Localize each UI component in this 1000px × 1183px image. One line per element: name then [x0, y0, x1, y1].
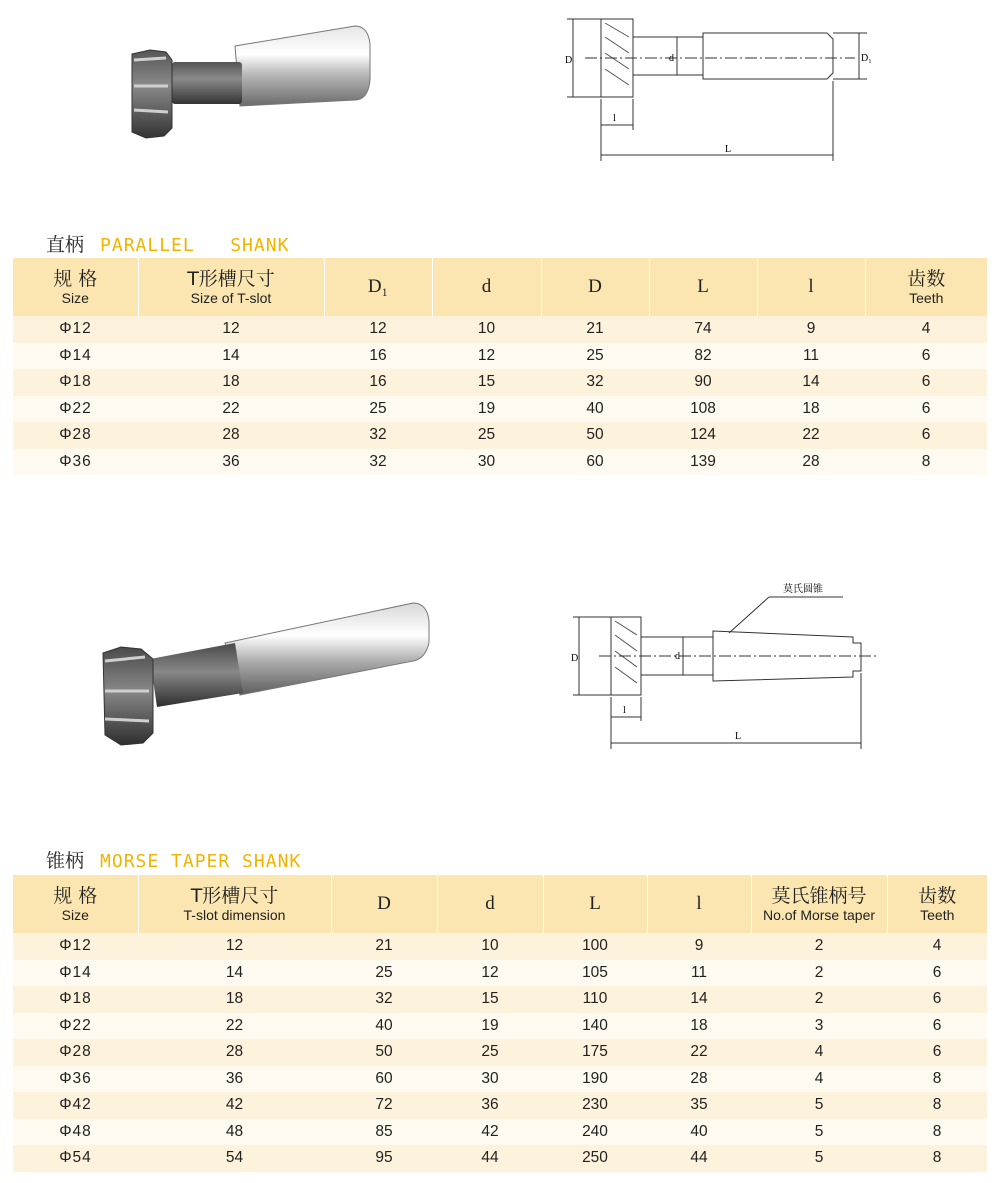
morse-cell: 28 [138, 1039, 331, 1066]
morse-cell: 110 [543, 986, 647, 1013]
parallel-title-zh: 直柄 [46, 234, 85, 256]
morse-header-0 [13, 875, 138, 933]
morse-header-4-main: L [589, 893, 601, 914]
morse-cell: 2 [751, 986, 887, 1013]
parallel-header-1 [138, 258, 324, 316]
morse-cell: 2 [751, 933, 887, 960]
parallel-cell: 82 [649, 343, 757, 370]
morse-cell: 35 [647, 1092, 751, 1119]
parallel-header-0-sub: Size [61, 290, 89, 306]
table-row [13, 396, 987, 423]
morse-cell: 190 [543, 1066, 647, 1093]
morse-header-0-sub: Size [61, 907, 89, 923]
parallel-cell: 90 [649, 369, 757, 396]
morse-cell: 28 [647, 1066, 751, 1093]
parallel-header-0 [13, 258, 138, 316]
parallel-header-2 [324, 258, 432, 316]
morse-cell: 12 [437, 960, 543, 987]
parallel-header-7 [865, 258, 987, 316]
morse-cell: 21 [331, 933, 437, 960]
parallel-drawing-label-l: l [613, 113, 616, 124]
morse-cell: 30 [437, 1066, 543, 1093]
parallel-header-0-main: 规 格 [53, 268, 98, 290]
parallel-cell: 124 [649, 422, 757, 449]
parallel-cell: 25 [541, 343, 649, 370]
parallel-cell: 74 [649, 316, 757, 343]
morse-header-3 [437, 875, 543, 933]
morse-cell: 105 [543, 960, 647, 987]
morse-cell: 4 [751, 1039, 887, 1066]
parallel-cell: 22 [138, 396, 324, 423]
parallel-cell: 25 [324, 396, 432, 423]
morse-cell: 85 [331, 1119, 437, 1146]
parallel-cell: Φ22 [13, 396, 138, 423]
table-row [13, 1066, 987, 1093]
morse-cell: 15 [437, 986, 543, 1013]
morse-cell: 6 [887, 960, 987, 987]
morse-cell: 6 [887, 1039, 987, 1066]
table-row [13, 343, 987, 370]
parallel-cell: 12 [324, 316, 432, 343]
morse-header-1-main: T形槽尺寸 [190, 885, 279, 907]
morse-cell: Φ36 [13, 1066, 138, 1093]
parallel-cell: Φ18 [13, 369, 138, 396]
table-row [13, 1145, 987, 1172]
parallel-drawing-label-D: D [565, 55, 573, 66]
morse-cell: 8 [887, 1092, 987, 1119]
morse-drawing-label-d: d [675, 651, 680, 662]
parallel-cell: 16 [324, 343, 432, 370]
morse-cell: 230 [543, 1092, 647, 1119]
parallel-cell: 12 [138, 316, 324, 343]
morse-cell: Φ18 [13, 986, 138, 1013]
parallel-cell: 6 [865, 422, 987, 449]
parallel-cell: 18 [757, 396, 865, 423]
parallel-cell: 32 [541, 369, 649, 396]
morse-cell: 36 [437, 1092, 543, 1119]
parallel-cell: 108 [649, 396, 757, 423]
morse-cell: 12 [138, 933, 331, 960]
morse-header-2 [331, 875, 437, 933]
morse-cell: 100 [543, 933, 647, 960]
parallel-cell: 32 [324, 449, 432, 476]
parallel-header-7-main: 齿数 [907, 268, 946, 290]
morse-header-7-main: 齿数 [918, 885, 957, 907]
morse-header-6-main: 莫氏锥柄号 [771, 885, 867, 907]
parallel-shank-table [13, 258, 987, 475]
morse-cell: 44 [437, 1145, 543, 1172]
parallel-cell: 6 [865, 369, 987, 396]
morse-cell: Φ54 [13, 1145, 138, 1172]
parallel-cell: Φ28 [13, 422, 138, 449]
morse-cell: 8 [887, 1119, 987, 1146]
morse-cell: 4 [751, 1066, 887, 1093]
morse-cell: 22 [647, 1039, 751, 1066]
morse-cell: 5 [751, 1145, 887, 1172]
morse-cell: 9 [647, 933, 751, 960]
morse-cell: 19 [437, 1013, 543, 1040]
parallel-cell: 28 [757, 449, 865, 476]
parallel-drawing-label-L: L [725, 144, 732, 155]
parallel-cell: 22 [757, 422, 865, 449]
parallel-cell: 40 [541, 396, 649, 423]
table-row [13, 369, 987, 396]
morse-cell: 3 [751, 1013, 887, 1040]
morse-cell: 10 [437, 933, 543, 960]
morse-cell: Φ48 [13, 1119, 138, 1146]
parallel-header-5 [649, 258, 757, 316]
parallel-cell: 15 [432, 369, 541, 396]
parallel-cell: 139 [649, 449, 757, 476]
morse-cell: Φ22 [13, 1013, 138, 1040]
parallel-title-en: PARALLEL SHANK [100, 235, 290, 256]
parallel-drawing-label-D1: D₁ [861, 53, 872, 64]
table-row [13, 449, 987, 476]
parallel-cell: 16 [324, 369, 432, 396]
morse-cell: 2 [751, 960, 887, 987]
morse-header-1-sub: T-slot dimension [183, 907, 286, 923]
morse-header-5 [647, 875, 751, 933]
table-row [13, 986, 987, 1013]
morse-cell: Φ12 [13, 933, 138, 960]
parallel-cell: Φ14 [13, 343, 138, 370]
parallel-header-7-sub: Teeth [909, 290, 944, 306]
table-row [13, 1119, 987, 1146]
parallel-cell: 21 [541, 316, 649, 343]
parallel-shank-cutter-photo [120, 20, 390, 170]
parallel-header-5-main: L [697, 276, 709, 297]
morse-taper-table [13, 875, 987, 1172]
parallel-cell: 25 [432, 422, 541, 449]
parallel-header-1-sub: Size of T-slot [190, 290, 272, 306]
morse-cell: 18 [138, 986, 331, 1013]
morse-cell: 6 [887, 986, 987, 1013]
parallel-header-4-main: D [588, 276, 602, 297]
parallel-cell: 4 [865, 316, 987, 343]
morse-header-0-main: 规 格 [53, 885, 98, 907]
morse-header-7 [887, 875, 987, 933]
morse-taper-technical-drawing [565, 575, 900, 755]
morse-header-2-main: D [377, 893, 391, 914]
parallel-cell: 6 [865, 396, 987, 423]
parallel-cell: 12 [432, 343, 541, 370]
morse-drawing-label-l: l [623, 705, 626, 716]
morse-cell: 240 [543, 1119, 647, 1146]
morse-cell: Φ42 [13, 1092, 138, 1119]
parallel-header-3-main: d [481, 276, 492, 297]
morse-cell: 32 [331, 986, 437, 1013]
parallel-cell: 11 [757, 343, 865, 370]
morse-cell: 140 [543, 1013, 647, 1040]
morse-cell: 40 [331, 1013, 437, 1040]
morse-cell: Φ28 [13, 1039, 138, 1066]
morse-header-6 [751, 875, 887, 933]
parallel-cell: 10 [432, 316, 541, 343]
parallel-cell: 32 [324, 422, 432, 449]
parallel-cell: 28 [138, 422, 324, 449]
parallel-cell: 36 [138, 449, 324, 476]
morse-cell: 36 [138, 1066, 331, 1093]
parallel-header-6-main: l [808, 276, 814, 297]
parallel-shank-title [46, 230, 289, 257]
morse-cell: 14 [647, 986, 751, 1013]
morse-cell: 8 [887, 1145, 987, 1172]
morse-drawing-label-D: D [571, 653, 579, 664]
parallel-shank-technical-drawing [555, 15, 885, 165]
morse-cell: 6 [887, 1013, 987, 1040]
morse-cell: 48 [138, 1119, 331, 1146]
parallel-header-3 [432, 258, 541, 316]
morse-cell: 25 [331, 960, 437, 987]
morse-taper-cutter-photo [95, 595, 440, 755]
morse-cell: 4 [887, 933, 987, 960]
morse-cell: 42 [138, 1092, 331, 1119]
morse-cell: 72 [331, 1092, 437, 1119]
morse-header-1 [138, 875, 331, 933]
morse-cell: 42 [437, 1119, 543, 1146]
morse-cell: 8 [887, 1066, 987, 1093]
parallel-cell: 6 [865, 343, 987, 370]
parallel-cell: 18 [138, 369, 324, 396]
parallel-cell: Φ36 [13, 449, 138, 476]
morse-cell: 54 [138, 1145, 331, 1172]
morse-cell: 11 [647, 960, 751, 987]
parallel-drawing-label-d: d [669, 53, 674, 64]
parallel-cell: 60 [541, 449, 649, 476]
morse-cell: Φ14 [13, 960, 138, 987]
morse-cell: 175 [543, 1039, 647, 1066]
table-row [13, 1039, 987, 1066]
morse-cell: 44 [647, 1145, 751, 1172]
parallel-header-6 [757, 258, 865, 316]
morse-cell: 5 [751, 1092, 887, 1119]
morse-header-7-sub: Teeth [920, 907, 955, 923]
parallel-header-4 [541, 258, 649, 316]
morse-header-6-sub: No.of Morse taper [762, 907, 876, 923]
parallel-cell: 8 [865, 449, 987, 476]
morse-cell: 14 [138, 960, 331, 987]
morse-taper-title [46, 846, 301, 873]
morse-header-5-main: l [696, 893, 702, 914]
parallel-header-2-main: D₁ [367, 276, 389, 297]
parallel-cell: 30 [432, 449, 541, 476]
morse-cell: 5 [751, 1119, 887, 1146]
morse-cell: 22 [138, 1013, 331, 1040]
morse-cell: 250 [543, 1145, 647, 1172]
morse-cell: 95 [331, 1145, 437, 1172]
parallel-cell: 9 [757, 316, 865, 343]
morse-drawing-label-L: L [735, 731, 742, 742]
table-row [13, 933, 987, 960]
morse-drawing-label-taper: 莫氏圆锥 [783, 584, 823, 595]
parallel-header-1-main: T形槽尺寸 [187, 268, 275, 290]
parallel-cell: 19 [432, 396, 541, 423]
parallel-cell: Φ12 [13, 316, 138, 343]
morse-cell: 40 [647, 1119, 751, 1146]
table-row [13, 960, 987, 987]
table-row [13, 1013, 987, 1040]
table-row [13, 1092, 987, 1119]
morse-header-4 [543, 875, 647, 933]
parallel-cell: 14 [138, 343, 324, 370]
morse-header-3-main: d [485, 893, 495, 914]
morse-cell: 50 [331, 1039, 437, 1066]
table-row [13, 316, 987, 343]
table-row [13, 422, 987, 449]
morse-cell: 60 [331, 1066, 437, 1093]
parallel-cell: 14 [757, 369, 865, 396]
parallel-cell: 50 [541, 422, 649, 449]
morse-title-zh: 锥柄 [46, 850, 85, 872]
morse-cell: 25 [437, 1039, 543, 1066]
morse-title-en: MORSE TAPER SHANK [100, 851, 302, 872]
morse-cell: 18 [647, 1013, 751, 1040]
